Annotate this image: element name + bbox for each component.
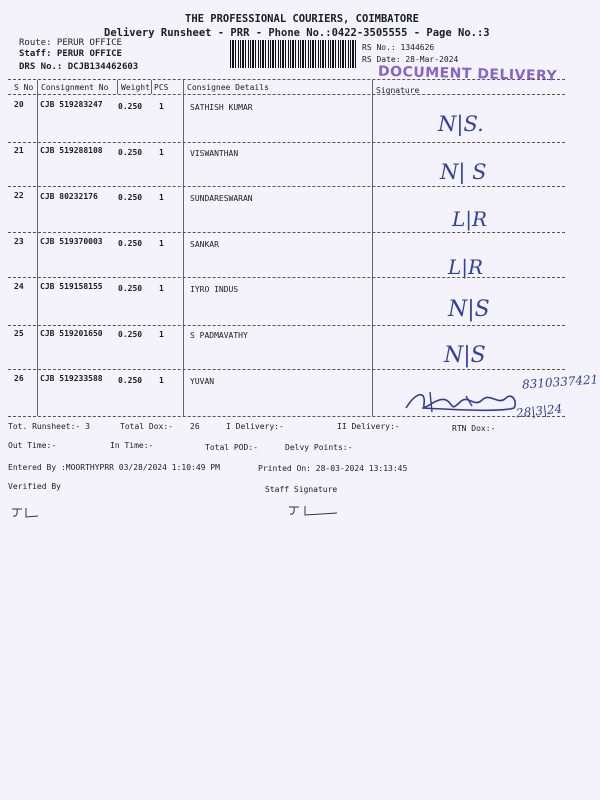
row-weight: 0.250	[118, 148, 143, 157]
staff-label: Staff: PERUR OFFICE	[19, 49, 122, 59]
total-pod: Total POD:-	[205, 443, 258, 452]
handwritten-signature-scribble	[402, 386, 524, 416]
col-divider	[183, 80, 184, 416]
row-consignment: CJB 519288108	[40, 146, 103, 155]
row-signature-phone: 8310337421	[521, 372, 599, 392]
col-header-sno: S No	[14, 83, 34, 92]
row-weight: 0.250	[118, 284, 143, 293]
row-consignment: CJB 519158155	[40, 282, 103, 291]
row-rule	[8, 325, 565, 326]
entered-by: Entered By :MOORTHYPRR 03/28/2024 1:10:49 PM	[8, 463, 220, 472]
company-title: THE PROFESSIONAL COURIERS, COIMBATORE	[185, 13, 419, 25]
row-weight: 0.250	[118, 239, 143, 248]
table-top-rule	[8, 79, 565, 80]
ii-delivery: II Delivery:-	[337, 422, 400, 431]
drs-number: DRS No.: DCJB134462603	[19, 62, 139, 72]
row-weight: 0.250	[118, 193, 143, 202]
staff-signature-label: Staff Signature	[265, 485, 338, 494]
row-weight: 0.250	[118, 102, 143, 111]
row-signature: L|R	[448, 255, 484, 279]
row-consignee: IYRO INDUS	[190, 285, 239, 294]
rs-number: RS No.: 1344626	[362, 43, 435, 52]
row-weight: 0.250	[118, 376, 143, 385]
row-consignment: CJB 519201650	[40, 329, 103, 338]
printed-on: Printed On: 28-03-2024 13:13:45	[258, 464, 408, 473]
row-rule	[8, 186, 565, 187]
verified-by-signature	[10, 505, 40, 519]
total-dox-value: 26	[190, 422, 200, 431]
row-sno: 21	[14, 146, 24, 155]
row-rule	[8, 369, 565, 370]
rs-date: RS Date: 28-Mar-2024	[362, 55, 459, 64]
row-signature: N|S	[444, 343, 486, 368]
row-signature: N| S	[440, 160, 487, 184]
in-time: In Time:-	[110, 441, 154, 450]
runsheet-title: Delivery Runsheet - PRR - Phone No.:0422-3505555 - Page No.:3	[104, 27, 490, 39]
i-delivery: I Delivery:-	[226, 422, 284, 431]
tot-runsheet: Tot. Runsheet:- 3	[8, 422, 90, 431]
row-consignee: VISWANTHAN	[190, 149, 239, 158]
row-pcs: 1	[159, 193, 164, 202]
row-signature-date: 28|3|24	[515, 401, 563, 421]
row-consignment: CJB 519283247	[40, 100, 103, 109]
row-consignee: S PADMAVATHY	[190, 331, 248, 340]
row-pcs: 1	[159, 148, 164, 157]
row-sno: 20	[14, 100, 24, 109]
row-sno: 23	[14, 237, 24, 246]
row-consignee: SUNDARESWARAN	[190, 194, 253, 203]
row-pcs: 1	[159, 330, 164, 339]
staff-signature-mark	[287, 503, 341, 517]
row-consignee: SANKAR	[190, 240, 219, 249]
row-pcs: 1	[159, 239, 164, 248]
row-consignment: CJB 519370003	[40, 237, 103, 246]
row-pcs: 1	[159, 102, 164, 111]
col-divider	[151, 80, 152, 94]
out-time: Out Time:-	[8, 441, 57, 450]
footer-top-rule	[8, 416, 565, 417]
rtn-dox: RTN Dox:-	[452, 424, 496, 433]
row-pcs: 1	[159, 376, 164, 385]
barcode-image	[230, 40, 358, 68]
row-consignee: YUVAN	[190, 377, 215, 386]
row-signature: N|S	[448, 297, 490, 322]
row-consignment: CJB 519233588	[40, 374, 103, 383]
row-signature: L|R	[452, 207, 488, 231]
row-sno: 25	[14, 329, 24, 338]
row-weight: 0.250	[118, 330, 143, 339]
col-divider	[372, 80, 373, 416]
row-consignment: CJB 80232176	[40, 192, 98, 201]
row-rule	[8, 232, 565, 233]
header-bottom-rule	[8, 94, 565, 95]
total-dox-label: Total Dox:-	[120, 422, 173, 431]
col-header-consignment: Consignment No	[41, 83, 109, 92]
route-label: Route: PERUR OFFICE	[19, 38, 122, 48]
document-delivery-stamp: DOCUMENT DELIVERY	[377, 63, 558, 85]
col-divider	[37, 80, 38, 416]
col-divider	[117, 80, 118, 94]
delvy-points: Delvy Points:-	[285, 443, 353, 452]
row-rule	[8, 277, 565, 278]
row-signature: N|S.	[438, 112, 484, 136]
col-header-signature: Signature	[376, 86, 420, 95]
row-sno: 22	[14, 191, 24, 200]
row-sno: 26	[14, 374, 24, 383]
row-consignee: SATHISH KUMAR	[190, 103, 253, 112]
row-sno: 24	[14, 282, 24, 291]
col-header-weight: Weight	[121, 83, 150, 92]
col-header-consignee: Consignee Details	[187, 83, 269, 92]
row-pcs: 1	[159, 284, 164, 293]
verified-by-label: Verified By	[8, 482, 61, 491]
col-header-pcs: PCS	[154, 83, 169, 92]
row-rule	[8, 142, 565, 143]
